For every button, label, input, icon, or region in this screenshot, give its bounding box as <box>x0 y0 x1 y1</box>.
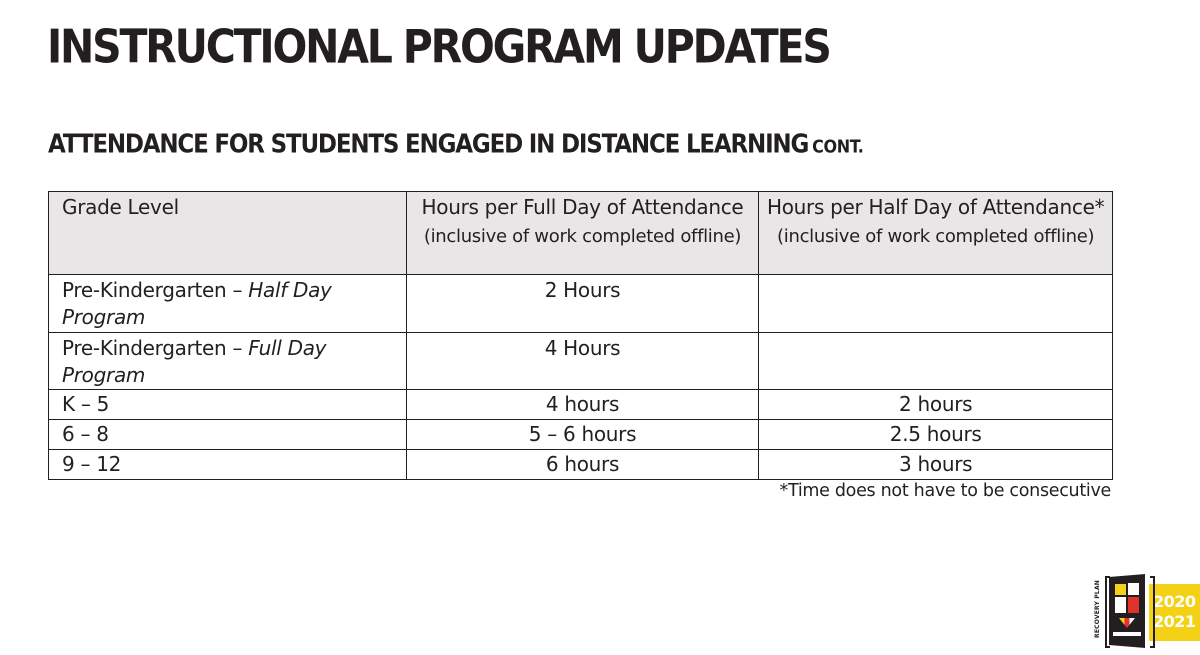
logo-bracket-right-icon <box>1150 576 1155 648</box>
grade-label: Pre-Kindergarten – <box>62 278 249 302</box>
full-day-cell: 4 hours <box>406 390 759 420</box>
program-type-label: Full Day Program <box>62 335 327 387</box>
grade-cell: 9 – 12 <box>49 450 407 480</box>
table-row <box>49 275 1113 333</box>
half-day-cell: 2 hours <box>759 390 1113 420</box>
logo-side-text: RECOVERY PLAN <box>1094 579 1101 638</box>
subtitle-text: ATTENDANCE FOR STUDENTS ENGAGED IN DISTANCE LEARNING <box>48 130 809 160</box>
window-pane-white-icon <box>1128 583 1139 595</box>
full-day-cell: 2 Hours <box>406 275 759 333</box>
attendance-hours-table <box>48 191 1113 480</box>
recovery-plan-logo <box>1093 574 1200 650</box>
header-note: (inclusive of work completed offline) <box>423 226 742 247</box>
half-day-cell <box>759 275 1113 333</box>
grade-cell: K – 5 <box>49 390 407 420</box>
section-subtitle <box>48 130 863 159</box>
full-day-cell: 4 Hours <box>406 332 759 390</box>
table-row <box>49 420 1113 450</box>
full-day-cell: 6 hours <box>406 450 759 480</box>
subtitle-continued-label: CONT. <box>812 135 864 157</box>
full-day-cell: 5 – 6 hours <box>406 420 759 450</box>
program-type-label: Half Day Program <box>62 278 332 329</box>
half-day-cell: 3 hours <box>759 450 1113 480</box>
table-row <box>49 390 1113 420</box>
header-note: (inclusive of work completed offline) <box>777 226 1095 247</box>
half-day-cell <box>759 332 1113 390</box>
table-header-row <box>49 192 1113 275</box>
slide-title: INSTRUCTIONAL PROGRAM UPDATES <box>47 20 830 74</box>
header-label: Hours per Full Day of Attendance <box>421 195 744 219</box>
worcester-wordmark-icon <box>1113 632 1141 636</box>
header-label: Grade Level <box>62 195 179 219</box>
table-footnote: *Time does not have to be consecutive <box>779 481 1111 501</box>
header-label: Hours per Half Day of Attendance* <box>767 195 1105 219</box>
window-pane-white-icon <box>1115 597 1126 613</box>
grade-cell <box>49 332 407 390</box>
table-row <box>49 332 1113 390</box>
window-pane-yellow-icon <box>1115 584 1126 595</box>
grade-cell: 6 – 8 <box>49 420 407 450</box>
grade-cell <box>49 275 407 333</box>
header-half-day-hours <box>759 192 1113 275</box>
header-full-day-hours <box>406 192 759 275</box>
year-line-1: 2020 <box>1153 592 1196 611</box>
table-row <box>49 450 1113 480</box>
year-line-2: 2021 <box>1153 612 1196 631</box>
header-grade-level <box>49 192 407 275</box>
half-day-cell: 2.5 hours <box>759 420 1113 450</box>
grade-label: Pre-Kindergarten – <box>62 335 249 360</box>
window-pane-red-icon <box>1128 597 1139 613</box>
logo-year-badge <box>1149 584 1200 641</box>
